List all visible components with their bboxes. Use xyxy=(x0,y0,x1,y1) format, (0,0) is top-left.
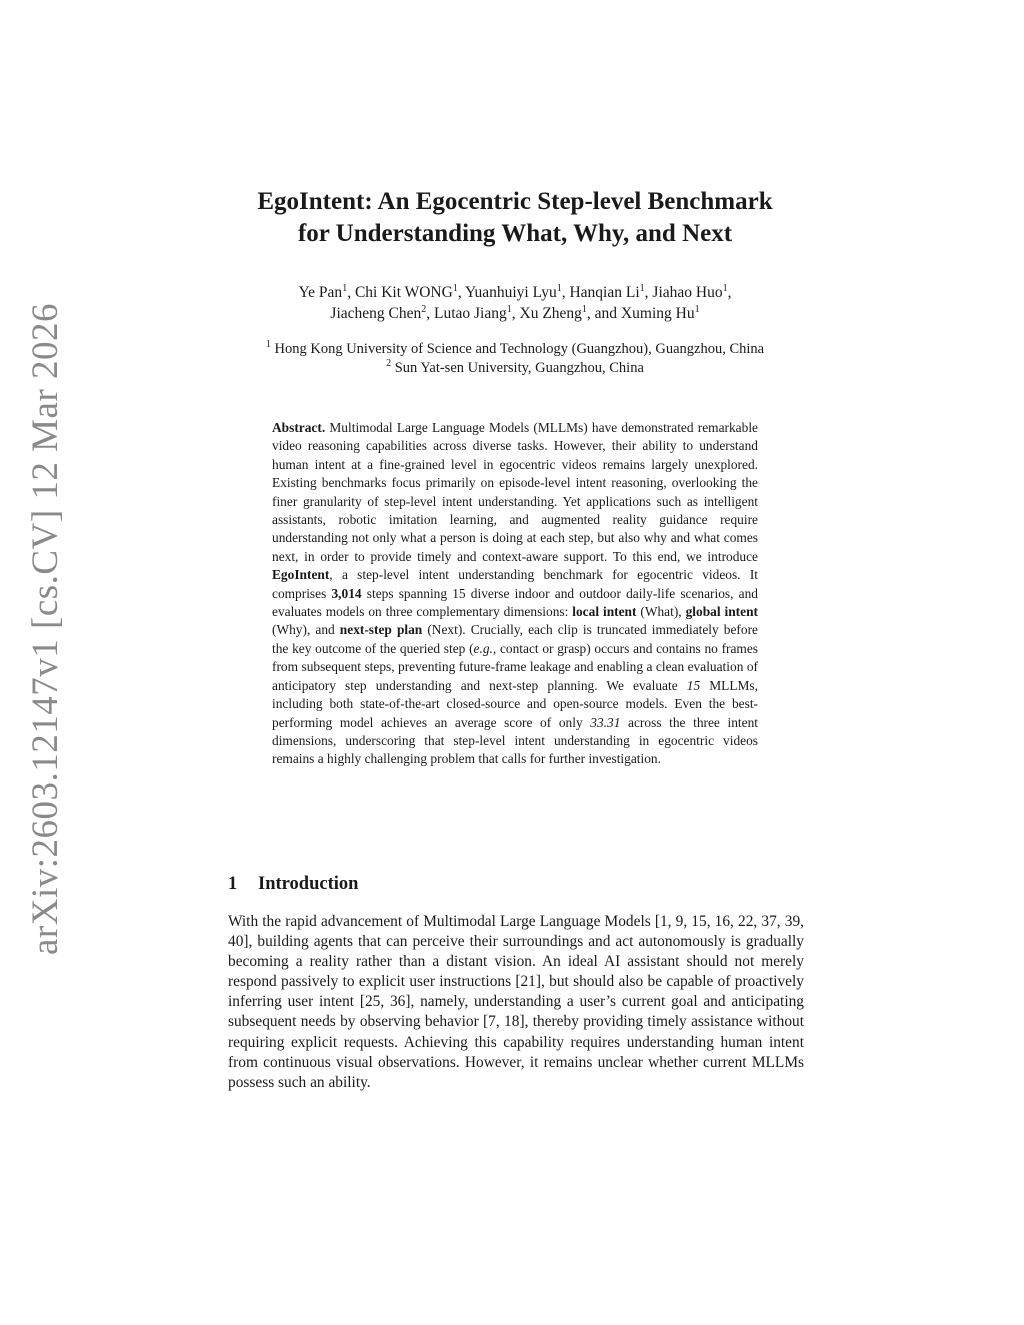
author-list xyxy=(150,282,880,324)
affiliations xyxy=(150,340,880,378)
abstract-text: (Why), and xyxy=(272,622,340,638)
abstract-text: , a step-level intent understanding benchmark for egocentric videos. It comprises xyxy=(272,567,758,601)
section-title: Introduction xyxy=(258,874,359,894)
affiliation-1 xyxy=(150,340,880,359)
abstract-italic-term: 33.31 xyxy=(590,714,621,730)
affiliation-2 xyxy=(150,359,880,378)
abstract-bold-term: next-step plan xyxy=(339,622,423,638)
abstract-text: (What), xyxy=(636,604,686,620)
abstract-text: steps spanning 15 diverse indoor and outdoor daily-life scenarios, and evaluates models on three complementary dimensions: xyxy=(272,585,758,620)
author-separator: , xyxy=(727,284,732,301)
author-name: Yuanhuiyi Lyu xyxy=(465,284,557,301)
abstract xyxy=(272,419,758,769)
author-name: Jiahao Huo xyxy=(652,284,723,301)
author-affiliation-mark: 1 xyxy=(694,303,700,315)
abstract-bold-term: local intent xyxy=(572,604,637,620)
author-separator: , xyxy=(426,305,434,322)
abstract-bold-term: EgoIntent xyxy=(272,567,330,583)
section-heading xyxy=(228,872,358,896)
abstract-bold-term: global intent xyxy=(685,604,758,620)
introduction-body xyxy=(228,912,804,1093)
abstract-italic-term: 15 xyxy=(686,677,701,693)
author-separator: , xyxy=(511,305,520,322)
introduction-paragraph: With the rapid advancement of Multimodal Large Language Models [1, 9, 15, 16, 22, 37, 39, 40], building agents that can perceive their surroundings and act autonomously is gradually becoming a reality rather than a distant vision. An ideal AI assistant should not merely respond passively to explicit user instructions [21], but should also be capable of proactively inferring user intent [25, 36], namely, understanding a user’s current goal and anticipating subsequent needs by observing behavior [7, 18], thereby providing timely assistance without requiring explicit requests. Achieving this capability requires understanding human intent from continuous visual observations. However, it remains unclear whether current MLLMs possess such an ability. xyxy=(228,913,804,1091)
paper-title-line-1: EgoIntent: An Egocentric Step-level Benchmark xyxy=(257,188,773,215)
author-affiliation-mark: 1 xyxy=(506,303,512,315)
abstract-bold-term: 3,014 xyxy=(331,585,362,601)
author-list-line-1 xyxy=(150,282,880,303)
author-name: Ye Pan xyxy=(298,284,343,301)
affiliation-text: Hong Kong University of Science and Technology (Guangzhou), Guangzhou, China xyxy=(274,341,765,357)
section-number: 1 xyxy=(228,874,238,894)
affiliation-mark: 1 xyxy=(265,339,271,351)
author-separator: , and xyxy=(586,305,621,322)
abstract-text: (Next). Crucially, each clip is truncated immediately before the key outcome of the queried step ( xyxy=(272,622,758,656)
author-name: Chi Kit WONG xyxy=(354,284,453,301)
author-name: Hanqian Li xyxy=(569,284,640,301)
author-affiliation-mark: 1 xyxy=(556,282,562,294)
abstract-label: Abstract. xyxy=(272,420,326,435)
abstract-text: across the three intent dimensions, underscoring that step-level intent understanding in egocentric videos remains a highly challenging problem that calls for further investigation. xyxy=(272,714,758,767)
author-affiliation-mark: 1 xyxy=(639,282,645,294)
author-affiliation-mark: 1 xyxy=(722,282,728,294)
abstract-body xyxy=(272,419,758,769)
author-affiliation-mark: 1 xyxy=(342,282,348,294)
abstract-italic-term: e.g. xyxy=(473,640,493,656)
affiliation-mark: 2 xyxy=(386,358,392,370)
author-separator: , xyxy=(644,284,653,301)
author-separator: , xyxy=(457,284,466,301)
author-name: Xuming Hu xyxy=(620,305,695,322)
author-separator: , xyxy=(347,284,355,301)
author-name: Xu Zheng xyxy=(519,305,582,322)
paper-title-line-2: for Understanding What, Why, and Next xyxy=(297,220,733,247)
author-name: Jiacheng Chen xyxy=(330,305,422,322)
author-affiliation-mark: 1 xyxy=(452,282,458,294)
abstract-text: , contact or grasp) occurs and contains no frames from subsequent steps, preventing future-frame leakage and enabling a clean evaluation of anticipatory step understanding and next-step planning. We evaluate xyxy=(272,640,759,693)
author-separator: , xyxy=(561,284,570,301)
paper-title xyxy=(150,186,880,250)
author-affiliation-mark: 1 xyxy=(581,303,587,315)
author-name: Lutao Jiang xyxy=(434,305,507,322)
abstract-text: MLLMs, including both state-of-the-art closed-source and open-source models. Even the best-performing model achieves an average score of only xyxy=(272,677,758,730)
affiliation-text: Sun Yat-sen University, Guangzhou, China xyxy=(394,360,644,376)
arxiv-identifier: arXiv:2603.12147v1 [cs.CV] 12 Mar 2026 xyxy=(25,302,66,955)
author-list-line-2 xyxy=(150,303,880,324)
author-affiliation-mark: 2 xyxy=(421,303,427,315)
abstract-text: Multimodal Large Language Models (MLLMs) have demonstrated remarkable video reasoning capabilities across diverse tasks. However, their ability to understand human intent at a fine-grained level in egocentric videos remains largely unexplored. Existing benchmarks focus primarily on episode-level intent reasoning, overlooking the finer granularity of step-level intent understanding. Yet applications such as intelligent assistants, robotic imitation learning, and augmented reality guidance require understanding not only what a person is doing at each step, but also why and what comes next, in order to provide timely and context-aware support. To this end, we introduce xyxy=(272,420,758,564)
